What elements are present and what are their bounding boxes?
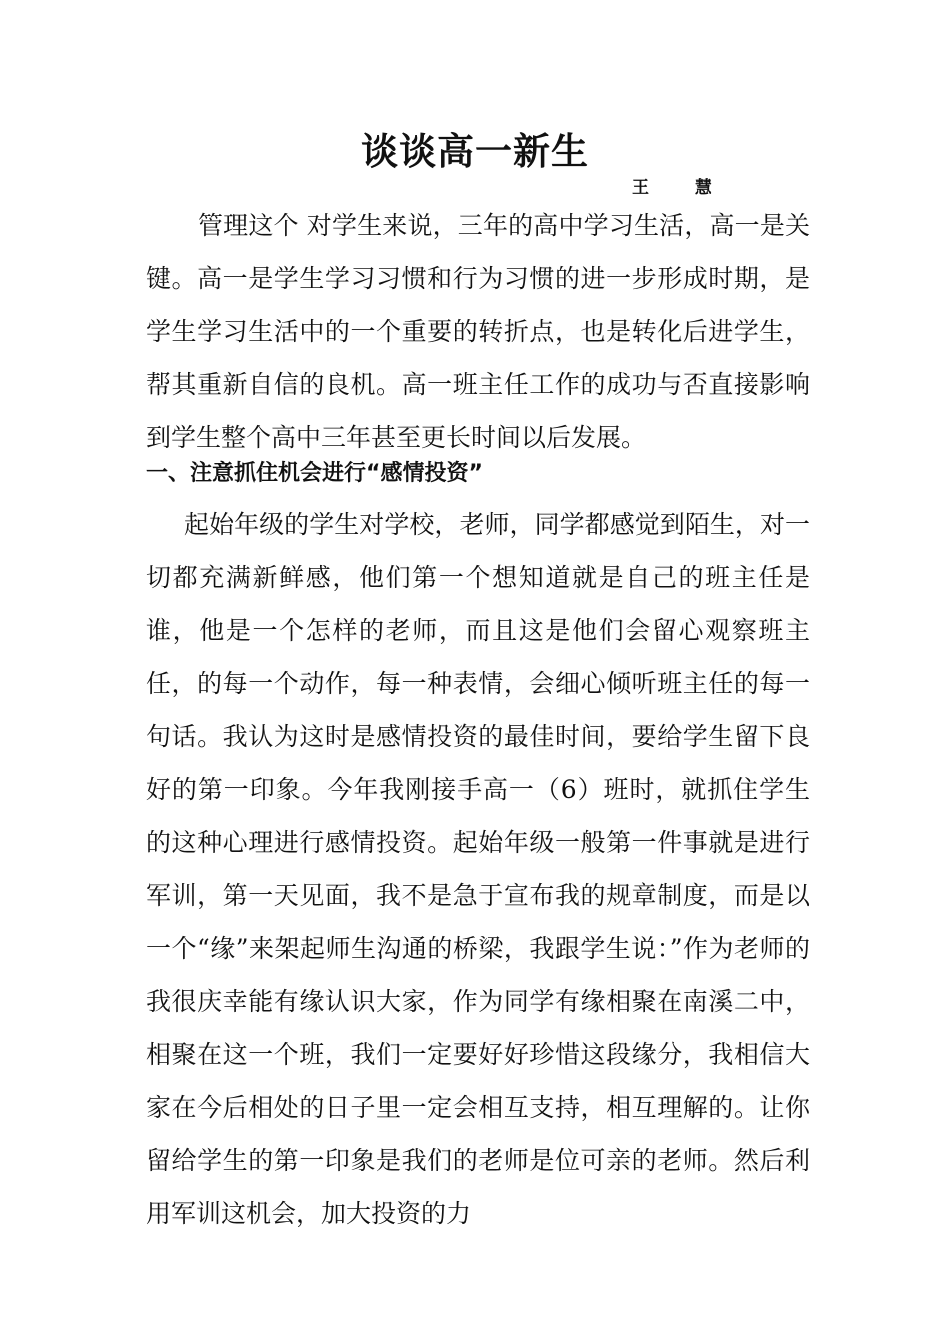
- author-name: 王 慧: [632, 178, 732, 198]
- section-heading: 一、注意抓住机会进行“感情投资”: [146, 461, 483, 486]
- intro-paragraph: 管理这个 对学生来说，三年的高中学习生活，高一是关键。高一是学生学习习惯和行为习惯的进一步形成时期，是学生学习生活中的一个重要的转折点，也是转化后进学生，帮其重新自信的良机。高一班主任工作的成功与否直接影响到学生整个高中三年甚至更长时间以后发展。: [146, 211, 810, 452]
- body-paragraph: 起始年级的学生对学校，老师，同学都感觉到陌生，对一切都充满新鲜感，他们第一个想知道就是自己的班主任是谁，他是一个怎样的老师，而且这是他们会留心观察班主任，的每一个动作，每一种表情，会细心倾听班主任的每一句话。我认为这时是感情投资的最佳时间，要给学生留下良好的第一印象。今年我刚接手高一（6）班时，就抓住学生的这种心理进行感情投资。起始年级一般第一件事就是进行军训，第一天见面，我不是急于宣布我的规章制度，而是以一个“缘”来架起师生沟通的桥梁，我跟学生说：”作为老师的我很庆幸能有缘认识大家，作为同学有缘相聚在南溪二中，相聚在这一个班，我们一定要好好珍惜这段缘分，我相信大家在今后相处的日子里一定会相互支持，相互理解的。让你留给学生的第一印象是我们的老师是位可亲的老师。然后利用军训这机会，加大投资的力: [146, 510, 810, 1228]
- document-title: 谈谈高一新生: [361, 130, 589, 173]
